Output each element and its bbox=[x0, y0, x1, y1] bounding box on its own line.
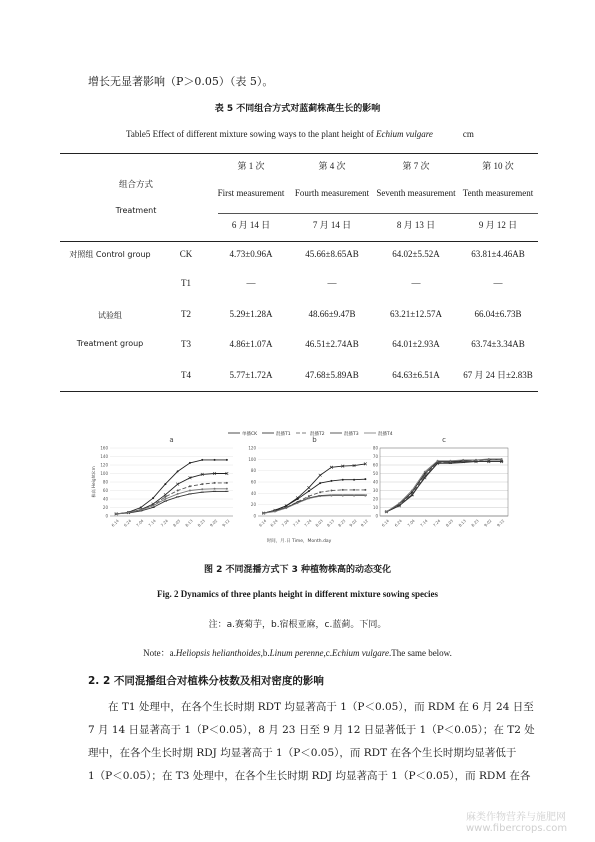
y-tick-label: 0 bbox=[105, 513, 108, 519]
data-point bbox=[342, 479, 344, 481]
data-point bbox=[189, 462, 191, 464]
data-point bbox=[201, 488, 203, 490]
note-en-mid2: ,c. bbox=[323, 648, 333, 658]
section-heading: 2. 2 不同混播组合对植株分枝数及相对密度的影响 bbox=[88, 675, 324, 687]
x-tick-label: 8.23 bbox=[196, 518, 206, 528]
meas-1-cn: 第 1 次 bbox=[237, 160, 265, 171]
data-point bbox=[364, 495, 366, 497]
y-tick-label: 140 bbox=[100, 454, 108, 459]
x-tick-label: 9.12 bbox=[495, 518, 506, 528]
y-tick-label: 80 bbox=[250, 468, 256, 474]
data-point bbox=[308, 495, 310, 497]
cell-value: 45.66±8.65AB bbox=[305, 249, 359, 259]
cell-value: 4.73±0.96A bbox=[229, 249, 273, 259]
meas-4-cn: 第 4 次 bbox=[318, 160, 346, 171]
x-tick-label: 8.23 bbox=[470, 518, 480, 528]
cell-value: 48.66±9.47B bbox=[308, 308, 356, 319]
x-tick-label: 9.02 bbox=[482, 518, 493, 528]
data-point bbox=[177, 493, 179, 495]
x-tick-label: 8.03 bbox=[171, 518, 182, 528]
x-tick-label: 7.04 bbox=[406, 518, 416, 528]
x-tick-label: 8.03 bbox=[314, 518, 324, 528]
table-row bbox=[60, 268, 538, 298]
series-line-3 bbox=[116, 483, 227, 514]
y-tick-label: 30 bbox=[372, 488, 378, 493]
cell-value: 64.02±5.52A bbox=[392, 249, 440, 259]
series-line-5 bbox=[386, 459, 501, 512]
series-line-4 bbox=[386, 462, 501, 512]
table-row bbox=[60, 240, 538, 268]
data-point bbox=[164, 493, 167, 496]
table-title-cn: 表 5 不同组合方式对蓝蓟株高生长的影响 bbox=[214, 104, 381, 114]
x-tick-label: 7.04 bbox=[134, 518, 145, 528]
x-tick-label: 8.23 bbox=[336, 518, 347, 528]
data-point bbox=[201, 459, 203, 461]
data-point bbox=[152, 497, 154, 499]
x-tick-label: 6.24 bbox=[122, 518, 133, 528]
data-point bbox=[501, 458, 503, 460]
meas-4-en: Fourth measurement bbox=[294, 188, 370, 198]
x-tick-label: 6.14 bbox=[380, 518, 391, 528]
data-point bbox=[214, 482, 216, 484]
table-title-en-species: Echium vulgare bbox=[375, 129, 433, 139]
data-point bbox=[307, 486, 310, 489]
data-point bbox=[214, 459, 216, 461]
y-axis-title: 株高 Height/cm bbox=[91, 466, 96, 498]
x-tick-label: 9.12 bbox=[359, 518, 370, 528]
y-tick-label: 0 bbox=[375, 513, 378, 519]
y-tick-label: 100 bbox=[248, 456, 256, 462]
data-point bbox=[319, 482, 321, 484]
x-tick-label: 9.02 bbox=[208, 518, 219, 528]
data-point bbox=[308, 497, 310, 499]
data-point bbox=[319, 491, 321, 493]
cell-value: 66.04±6.73B bbox=[474, 308, 522, 319]
y-tick-label: 10 bbox=[372, 505, 378, 510]
data-point bbox=[189, 490, 191, 492]
data-point bbox=[308, 490, 310, 492]
y-tick-label: 70 bbox=[372, 454, 378, 459]
y-tick-label: 40 bbox=[372, 479, 378, 485]
y-tick-label: 60 bbox=[372, 462, 378, 468]
meas-10-date: 9 月 12 日 bbox=[478, 219, 518, 230]
data-point bbox=[424, 471, 426, 473]
x-tick-label: 8.13 bbox=[457, 518, 467, 528]
cell-value: — bbox=[411, 278, 421, 288]
legend-label: 单播CK bbox=[242, 432, 258, 437]
data-point bbox=[127, 512, 129, 514]
x-tick-label: 8.13 bbox=[184, 518, 194, 528]
panel-label: a bbox=[169, 436, 174, 444]
watermark-cn: 麻类作物营养与施肥网 bbox=[466, 812, 566, 823]
data-point bbox=[164, 498, 166, 500]
y-tick-label: 50 bbox=[372, 471, 378, 476]
x-tick-label: 7.14 bbox=[291, 518, 302, 528]
top-text-line: 增长无显著影响（P＞0.05）（表 5）。 bbox=[88, 75, 274, 88]
y-tick-label: 60 bbox=[250, 479, 256, 485]
cell-value: — bbox=[246, 278, 256, 288]
x-tick-label: 7.14 bbox=[418, 518, 429, 528]
data-point bbox=[164, 496, 166, 498]
data-point bbox=[140, 507, 142, 509]
data-point bbox=[398, 502, 400, 504]
x-tick-label: 6.14 bbox=[110, 518, 120, 528]
paragraph-line-3: 理中，在各个生长时期 RDJ 均显著高于 1（P＜0.05），而 RDT 在各个生长时期均显著低于 bbox=[88, 747, 517, 759]
plant-height-table bbox=[60, 152, 538, 390]
watermark-url: www.fibercrops.com bbox=[466, 823, 568, 834]
cell-value: 67 月 24 日±2.83B bbox=[463, 370, 533, 380]
y-tick-label: 160 bbox=[100, 445, 108, 451]
note-en-a: Heliopsis helianthoides bbox=[175, 648, 261, 658]
cell-value: 46.51±2.74AB bbox=[305, 339, 359, 349]
y-tick-label: 40 bbox=[102, 496, 108, 502]
cell-value: — bbox=[493, 278, 503, 288]
legend-label: 混播T2 bbox=[310, 432, 325, 437]
x-axis-title: 时间，月.日 Time，Month.day bbox=[266, 539, 332, 544]
data-point bbox=[342, 495, 344, 497]
figure-2 bbox=[88, 428, 510, 548]
data-point bbox=[189, 485, 191, 487]
control-group-label: 对照组 Control group bbox=[69, 249, 151, 259]
y-tick-label: 120 bbox=[100, 462, 108, 468]
row-code: T4 bbox=[181, 369, 191, 380]
panel-label: b bbox=[312, 436, 317, 444]
figure-caption-cn: 图 2 不同混播方式下 3 种植物株高的动态变化 bbox=[203, 565, 392, 575]
figure-note-en bbox=[0, 646, 595, 659]
y-tick-label: 20 bbox=[102, 505, 108, 510]
data-point bbox=[263, 512, 265, 514]
data-point bbox=[201, 483, 203, 485]
meas-7-date: 8 月 13 日 bbox=[396, 219, 436, 230]
y-tick-label: 80 bbox=[102, 479, 108, 485]
y-tick-label: 40 bbox=[250, 490, 256, 496]
y-tick-label: 0 bbox=[253, 513, 256, 519]
figure-2-svg bbox=[88, 428, 510, 548]
paragraph-line-4: 1（P＜0.05）；在 T3 处理中，在各个生长时期 RDJ 均显著高于 1（P＜0.05），而 RDM 在各 bbox=[88, 770, 531, 782]
cell-value: 5.29±1.28A bbox=[229, 308, 273, 319]
note-en-prefix: Note：a. bbox=[143, 648, 176, 658]
figure-note-cn: 注：a.赛菊芋，b.宿根亚麻，c.蓝蓟。下同。 bbox=[208, 620, 387, 630]
cell-value: — bbox=[327, 278, 337, 288]
series-line-1 bbox=[116, 474, 227, 514]
cell-value: 4.86±1.07A bbox=[229, 339, 273, 349]
legend-label: 混播T3 bbox=[344, 432, 359, 437]
cell-value: 63.74±3.34AB bbox=[471, 339, 525, 349]
data-point bbox=[226, 459, 228, 461]
table-title-unit: cm bbox=[462, 129, 474, 139]
x-tick-label: 7.04 bbox=[280, 518, 290, 528]
data-point bbox=[297, 502, 299, 504]
x-tick-label: 7.24 bbox=[159, 518, 170, 528]
note-en-b: Linum perenne bbox=[269, 648, 324, 658]
treatment-group-cn: 试验组 bbox=[98, 311, 122, 320]
data-point bbox=[353, 489, 355, 491]
data-point bbox=[319, 474, 322, 477]
x-tick-label: 8.03 bbox=[444, 518, 455, 528]
x-tick-label: 7.14 bbox=[147, 518, 157, 528]
data-point bbox=[462, 459, 464, 461]
data-point bbox=[274, 510, 276, 512]
y-tick-label: 60 bbox=[102, 488, 108, 493]
header-group-en: Treatment bbox=[115, 205, 157, 215]
data-point bbox=[411, 490, 413, 492]
series-line-2 bbox=[264, 479, 366, 513]
data-point bbox=[214, 488, 216, 490]
note-en-c: Echium vulgare bbox=[332, 648, 389, 658]
y-tick-label: 120 bbox=[248, 445, 256, 451]
data-point bbox=[319, 495, 321, 497]
data-point bbox=[330, 495, 332, 497]
note-en-mid1: ,b. bbox=[260, 648, 270, 658]
data-point bbox=[449, 460, 451, 462]
header-treatment bbox=[60, 152, 212, 240]
note-en-suffix: .The same below. bbox=[388, 648, 452, 658]
meas-7-cn: 第 7 次 bbox=[402, 160, 430, 171]
table-bottom-rule bbox=[60, 391, 538, 392]
data-point bbox=[364, 489, 366, 491]
x-tick-label: 6.24 bbox=[269, 518, 279, 528]
paragraph-line-1: 在 T1 处理中，在各个生长时期 RDT 均显著高于 1（P＜0.05），而 RDM 在 6 月 24 日至 bbox=[108, 701, 534, 713]
x-tick-label: 7.24 bbox=[431, 518, 442, 528]
paragraph-line-2: 7 月 14 日显著高于 1（P＜0.05），8 月 23 日至 9 月 12 日显著低于 1（P＜0.05）；在 T2 处 bbox=[88, 724, 535, 736]
data-point bbox=[177, 490, 179, 492]
data-point bbox=[488, 458, 490, 460]
series-line-1 bbox=[386, 462, 501, 512]
y-tick-label: 80 bbox=[372, 445, 378, 451]
row-code: T3 bbox=[181, 339, 191, 349]
data-point bbox=[115, 513, 117, 515]
meas-1-en: First measurement bbox=[217, 188, 285, 198]
series-line-3 bbox=[386, 460, 501, 512]
row-code: T1 bbox=[181, 278, 191, 288]
row-code: T2 bbox=[181, 308, 191, 319]
data-point bbox=[342, 489, 344, 491]
data-point bbox=[152, 505, 154, 507]
data-point bbox=[364, 478, 366, 480]
data-point bbox=[297, 498, 299, 500]
data-point bbox=[285, 507, 287, 509]
panel-label: c bbox=[442, 436, 446, 444]
legend-label: 混播T4 bbox=[378, 432, 393, 437]
data-point bbox=[226, 482, 228, 484]
data-point bbox=[437, 460, 439, 462]
cell-value: 5.77±1.72A bbox=[229, 369, 273, 380]
data-point bbox=[140, 509, 142, 511]
series-line-2 bbox=[116, 460, 227, 514]
data-point bbox=[226, 488, 228, 490]
cell-value: 63.81±4.46AB bbox=[471, 249, 525, 259]
meas-10-en: Tenth measurement bbox=[462, 188, 534, 198]
series-line-1 bbox=[264, 464, 366, 513]
legend-label: 混播T1 bbox=[276, 432, 291, 437]
cell-value: 64.63±6.51A bbox=[392, 369, 440, 380]
y-tick-label: 100 bbox=[100, 471, 108, 476]
data-point bbox=[475, 459, 477, 461]
treatment-group-label bbox=[60, 268, 160, 390]
meas-7-en: Seventh measurement bbox=[376, 188, 456, 198]
cell-value: 63.21±12.57A bbox=[390, 308, 442, 319]
y-tick-label: 20 bbox=[250, 502, 256, 508]
figure-caption-en: Fig. 2 Dynamics of three plants height in different mixture sowing species bbox=[157, 589, 438, 599]
series-line-2 bbox=[386, 460, 501, 512]
x-tick-label: 6.24 bbox=[393, 518, 403, 528]
table-title-en bbox=[126, 129, 474, 139]
cell-value: 47.68±5.89AB bbox=[305, 369, 359, 380]
series-line-5 bbox=[264, 496, 366, 514]
meas-4-date: 7 月 14 日 bbox=[312, 219, 352, 230]
x-tick-label: 7.24 bbox=[303, 518, 313, 528]
data-point bbox=[385, 511, 387, 513]
data-point bbox=[330, 480, 332, 482]
cell-value: 64.01±2.93A bbox=[392, 339, 440, 349]
data-point bbox=[330, 490, 332, 492]
data-point bbox=[353, 479, 355, 481]
row-code: CK bbox=[179, 249, 193, 259]
header-group-cn: 组合方式 bbox=[118, 179, 153, 190]
table-title-en-prefix: Table5 Effect of different mixture sowing ways to the plant height of bbox=[126, 129, 376, 139]
x-tick-label: 9.02 bbox=[348, 518, 358, 528]
x-tick-label: 8.13 bbox=[325, 518, 336, 528]
data-point bbox=[177, 470, 179, 472]
meas-10-cn: 第 10 次 bbox=[482, 160, 514, 171]
treatment-group-en: Treatment group bbox=[76, 339, 144, 348]
x-tick-label: 6.14 bbox=[257, 518, 268, 528]
y-tick-label: 20 bbox=[372, 496, 378, 502]
data-point bbox=[353, 495, 355, 497]
meas-1-date: 6 月 14 日 bbox=[231, 219, 271, 230]
data-point bbox=[164, 483, 166, 485]
x-tick-label: 9.12 bbox=[221, 518, 231, 528]
